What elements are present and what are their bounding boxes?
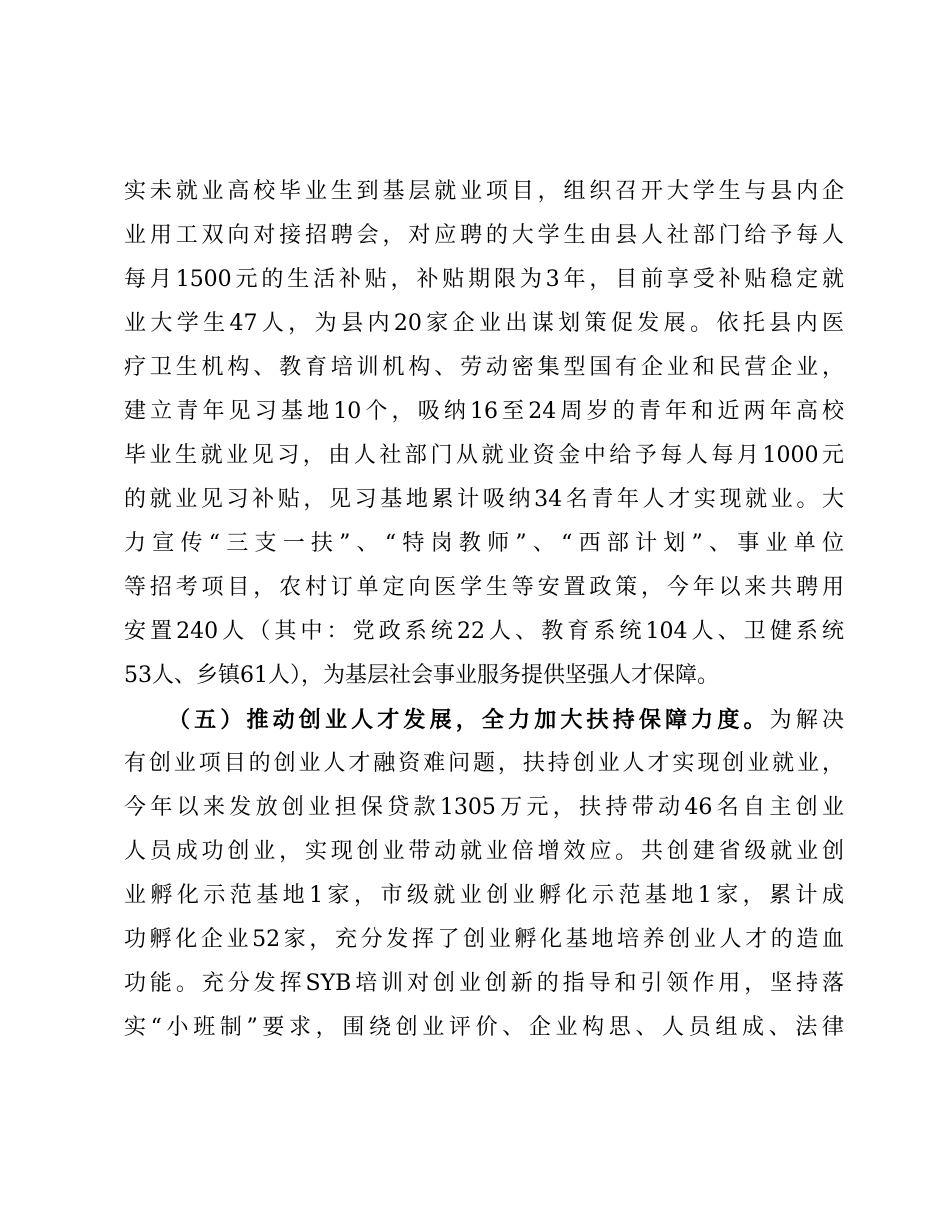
text-line: 功孵化企业52家，充分发挥了创业孵化基地培养创业人才的造血 — [124, 927, 844, 952]
text-line: 力宣传“三支一扶”、“特岗教师”、“西部计划”、事业单位 — [124, 531, 844, 556]
text-line: 实“小班制”要求，围绕创业评价、企业构思、人员组成、法律 — [124, 1015, 844, 1040]
heading-continuation: 为解决 — [769, 708, 844, 733]
text-line: 业孵化示范基地1家，市级就业创业孵化示范基地1家，累计成 — [124, 883, 844, 908]
text-line: 毕业生就业见习，由人社部门从就业资金中给予每人每月1000元 — [124, 443, 844, 468]
text-line: 有创业项目的创业人才融资难问题，扶持创业人才实现创业就业， — [124, 751, 844, 776]
text-line: 实未就业高校毕业生到基层就业项目，组织召开大学生与县内企 — [124, 179, 844, 204]
text-line: 业用工双向对接招聘会，对应聘的大学生由县人社部门给予每人 — [124, 223, 844, 248]
text-line: 建立青年见习基地10个，吸纳16至24周岁的青年和近两年高校 — [124, 399, 844, 424]
paragraph-entrepreneurship — [124, 698, 844, 1050]
text-line: 业大学生47人，为县内20家企业出谋划策促发展。依托县内医 — [124, 311, 844, 336]
section-heading: （五）推动创业人才发展，全力加大扶持保障力度。 — [168, 707, 770, 733]
document-body — [124, 170, 844, 1050]
text-line: 今年以来发放创业担保贷款1305万元，扶持带动46名自主创业 — [124, 795, 844, 820]
text-line: 每月1500元的生活补贴，补贴期限为3年，目前享受补贴稳定就 — [124, 267, 844, 292]
paragraph-employment-programs — [124, 170, 844, 698]
text-line: 安置240人（其中：党政系统22人、教育系统104人、卫健系统 — [124, 619, 844, 644]
text-line: 等招考项目，农村订单定向医学生等安置政策，今年以来共聘用 — [124, 575, 844, 600]
text-line: 的就业见习补贴，见习基地累计吸纳34名青年人才实现就业。大 — [124, 487, 844, 512]
text-line: 53人、乡镇61人），为基层社会事业服务提供坚强人才保障。 — [124, 663, 719, 688]
text-line: 人员成功创业，实现创业带动就业倍增效应。共创建省级就业创 — [124, 839, 844, 864]
text-line: 功能。充分发挥SYB培训对创业创新的指导和引领作用，坚持落 — [124, 971, 844, 996]
paragraph-first-line — [124, 698, 844, 742]
text-line: 疗卫生机构、教育培训机构、劳动密集型国有企业和民营企业， — [124, 355, 844, 380]
